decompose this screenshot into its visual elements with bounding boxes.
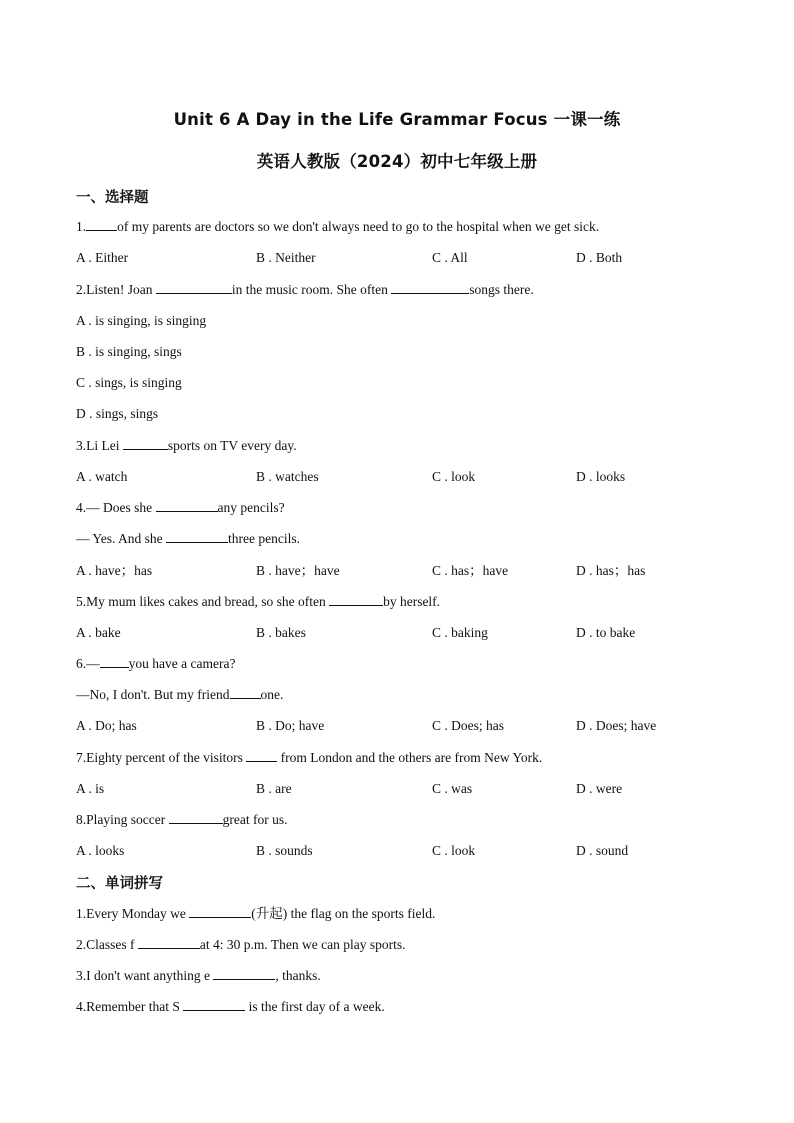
answer-blank (156, 499, 218, 512)
q7-option-d: D . were (576, 781, 623, 796)
answer-blank (230, 686, 261, 699)
q6-option-d: D . Does; have (576, 718, 657, 733)
q6-option-c: C . Does; has (432, 718, 504, 733)
q2-option-b: B . is singing, sings (76, 344, 182, 359)
question-3: 3.Li Lei sports on TV every day. (76, 438, 297, 453)
q5-option-b: B . bakes (256, 625, 306, 640)
q5-option-d: D . to bake (576, 625, 636, 640)
q4-option-a: A . have；has (76, 563, 153, 578)
answer-blank (329, 593, 383, 606)
question-8: 8.Playing soccer great for us. (76, 812, 288, 827)
q8-option-a: A . looks (76, 843, 125, 858)
section-heading-multiple-choice: 一、选择题 (76, 190, 149, 206)
q8-option-c: C . look (432, 843, 476, 858)
q6-option-a: A . Do; has (76, 718, 137, 733)
section-heading-spelling: 二、单词拼写 (76, 876, 163, 892)
answer-blank (100, 655, 129, 668)
answer-blank (391, 281, 469, 294)
q3-option-c: C . look (432, 469, 476, 484)
q4-option-c: C . has；have (432, 563, 509, 578)
question-6: 6.— you have a camera? (76, 656, 236, 671)
q1-option-d: D . Both (576, 250, 623, 265)
answer-blank (138, 936, 200, 949)
answer-blank (156, 281, 232, 294)
q8-option-b: B . sounds (256, 843, 313, 858)
q5-option-a: A . bake (76, 625, 121, 640)
q3-option-a: A . watch (76, 469, 128, 484)
q2-option-d: D . sings, sings (76, 406, 159, 421)
spelling-2: 2.Classes f at 4: 30 p.m. Then we can play sports. (76, 937, 406, 952)
q1-option-b: B . Neither (256, 250, 316, 265)
q8-option-d: D . sound (576, 843, 629, 858)
question-4: 4.— Does she any pencils? (76, 500, 285, 515)
q6-option-b: B . Do; have (256, 718, 325, 733)
q3-option-b: B . watches (256, 469, 319, 484)
spelling-4: 4.Remember that S is the first day of a week. (76, 999, 385, 1014)
question-2: 2.Listen! Joan in the music room. She often songs there. (76, 282, 534, 297)
q7-option-c: C . was (432, 781, 473, 796)
answer-blank (169, 811, 223, 824)
spelling-3: 3.I don't want anything e , thanks. (76, 968, 321, 983)
question-4-reply: — Yes. And she three pencils. (76, 531, 301, 546)
q7-option-a: A . is (76, 781, 105, 796)
q3-option-d: D . looks (576, 469, 626, 484)
question-7: 7.Eighty percent of the visitors from London and the others are from New York. (76, 750, 543, 765)
q5-option-c: C . baking (432, 625, 488, 640)
worksheet-title: Unit 6 A Day in the Life Grammar Focus 一课一练 (173, 110, 621, 129)
answer-blank (123, 437, 168, 450)
answer-blank (166, 530, 228, 543)
answer-blank (189, 905, 251, 918)
answer-blank (183, 998, 245, 1011)
question-6-reply: —No, I don't. But my friend one. (76, 687, 284, 702)
q7-option-b: B . are (256, 781, 292, 796)
question-1: 1. of my parents are doctors so we don't always need to go to the hospital when we get sick. (76, 219, 600, 234)
answer-blank (246, 749, 277, 762)
q4-option-d: D . has；has (576, 563, 646, 578)
spelling-1: 1.Every Monday we (升起) the flag on the sports field. (76, 906, 436, 921)
q1-option-a: A . Either (76, 250, 129, 265)
answer-blank (213, 967, 275, 980)
answer-blank (86, 218, 117, 231)
question-5: 5.My mum likes cakes and bread, so she often by herself. (76, 594, 441, 609)
q2-option-a: A . is singing, is singing (76, 313, 207, 328)
worksheet-subtitle: 英语人教版（2024）初中七年级上册 (256, 152, 538, 171)
q2-option-c: C . sings, is singing (76, 375, 182, 390)
q4-option-b: B . have；have (256, 563, 340, 578)
q1-option-c: C . All (432, 250, 468, 265)
